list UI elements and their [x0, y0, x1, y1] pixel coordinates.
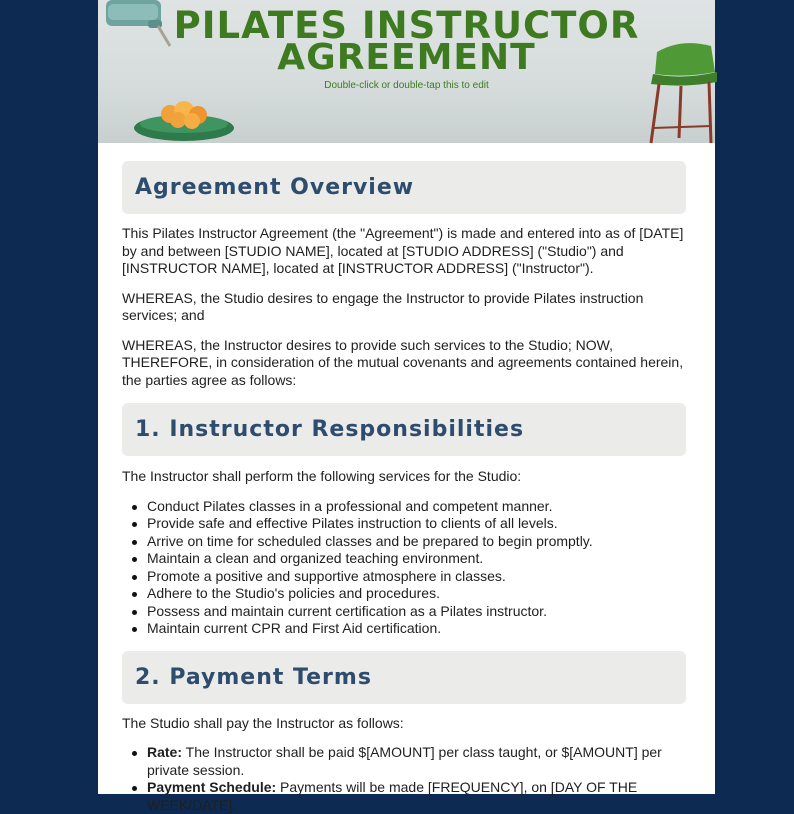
document-content	[122, 161, 686, 814]
section-title: 1. Instructor Responsibilities	[135, 417, 525, 442]
section-title: 2. Payment Terms	[135, 664, 372, 690]
overview-paragraph-3: WHEREAS, the Instructor desires to provide such services to the Studio; NOW, THEREFORE, in consideration of the mutual covenants and agreements contained herein, the parties agree as follows:	[122, 336, 684, 388]
section-header-responsibilities	[122, 403, 686, 456]
overview-paragraph-2: WHEREAS, the Studio desires to engage the Instructor to provide Pilates instruction services; and	[122, 289, 644, 323]
term-text: The Instructor shall be paid $[AMOUNT] per class taught, or $[AMOUNT] per private session.	[147, 744, 662, 778]
list-item	[122, 744, 686, 779]
edit-hint: Double-click or double-tap this to edit	[324, 80, 489, 91]
list-item	[122, 779, 686, 814]
document-title-line-1: PILATES INSTRUCTOR	[173, 4, 640, 47]
list-item: Possess and maintain current certification as a Pilates instructor.	[122, 603, 686, 621]
term-label: Rate:	[147, 744, 183, 760]
list-item: Adhere to the Studio's policies and procedures.	[122, 585, 686, 603]
overview-paragraph-1: This Pilates Instructor Agreement (the "Agreement") is made and entered into as of [DATE] by and between [STUDIO NAME], located at [STUDIO ADDRESS] ("Studio") and [INSTRUCTOR NAME], located at [INSTRUCTOR ADDRESS] ("Instructor").	[122, 225, 684, 276]
list-item: Promote a positive and supportive atmosphere in classes.	[122, 568, 686, 586]
term-label: Payment Schedule:	[147, 779, 277, 795]
fruit-bowl-illustration	[132, 98, 242, 143]
section-title: Agreement Overview	[135, 175, 415, 200]
list-item: Arrive on time for scheduled classes and be prepared to begin promptly.	[122, 533, 686, 551]
section-header-payment	[122, 651, 686, 704]
section-header-overview	[122, 161, 686, 214]
document-title-line-2: AGREEMENT	[277, 37, 536, 78]
document-page	[98, 0, 715, 813]
responsibilities-list	[122, 498, 686, 638]
responsibilities-intro: The Instructor shall perform the following services for the Studio:	[122, 468, 522, 484]
payment-intro: The Studio shall pay the Instructor as follows:	[122, 714, 404, 731]
list-item: Conduct Pilates classes in a professional and competent manner.	[122, 498, 686, 516]
payment-list	[122, 744, 686, 814]
header-banner[interactable]	[98, 0, 715, 143]
list-item: Maintain a clean and organized teaching environment.	[122, 550, 686, 568]
term-text: Payments will be made [FREQUENCY], on [DAY OF THE WEEK/DATE].	[147, 779, 638, 813]
list-item: Provide safe and effective Pilates instruction to clients of all levels.	[122, 515, 686, 533]
list-item: Maintain current CPR and First Aid certification.	[122, 620, 686, 638]
